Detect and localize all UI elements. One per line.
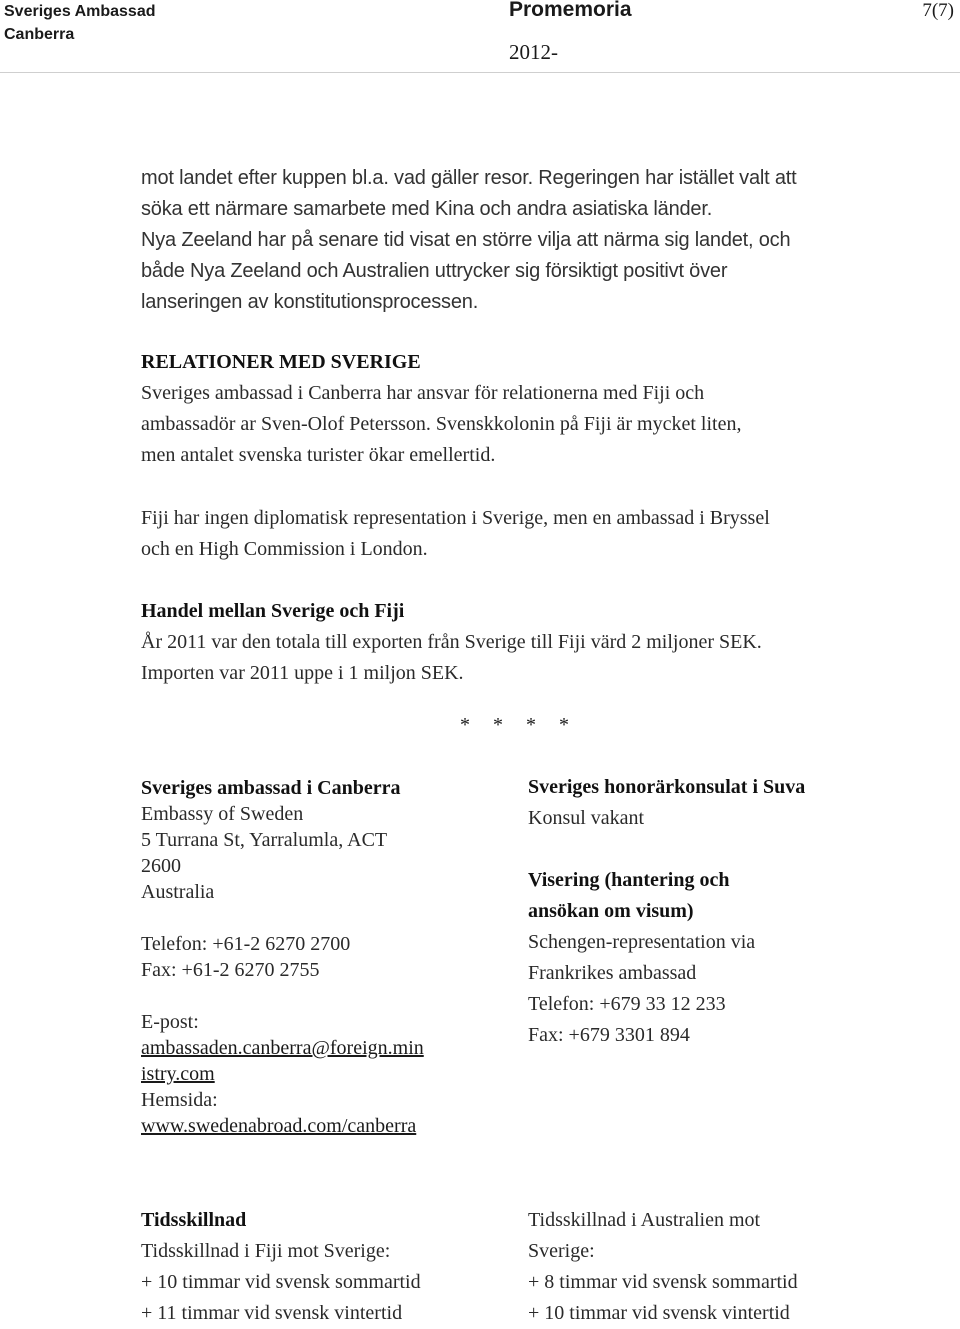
relations-line: Sveriges ambassad i Canberra har ansvar för relationerna med Fiji och [141, 382, 705, 404]
consulate-fax: Fax: +679 3301 894 [528, 1024, 690, 1046]
trade-line: Importen var 2011 uppe i 1 miljon SEK. [141, 662, 464, 684]
trade-heading: Handel mellan Sverige och Fiji [141, 600, 405, 622]
spacer [141, 983, 481, 1009]
header-divider [0, 72, 960, 73]
relations-heading: RELATIONER MED SVERIGE [141, 351, 421, 373]
email-link[interactable] [141, 1035, 481, 1087]
embassy-fax: Fax: +61-2 6270 2755 [141, 959, 320, 981]
intro-line: mot landet efter kuppen bl.a. vad gäller resor. Regeringen har istället valt att [141, 167, 797, 189]
intro-line: lanseringen av konstitutionsprocessen. [141, 291, 479, 313]
intro-line: söka ett närmare samarbete med Kina och andra asiatiska länder. [141, 198, 713, 220]
trade-section [141, 596, 841, 689]
org-name: Sveriges Ambassad [4, 3, 156, 20]
embassy-contact [141, 775, 481, 1139]
embassy-heading: Sveriges ambassad i Canberra [141, 777, 401, 799]
org-city: Canberra [4, 26, 75, 43]
page-number: 7(7) [922, 0, 954, 21]
section-separator: * * * * [460, 714, 578, 736]
consulate-status: Konsul vakant [528, 807, 645, 829]
timediff-line: Sverige: [528, 1240, 595, 1262]
email-link-part2[interactable]: istry.com [141, 1063, 215, 1085]
consulate-contact [528, 772, 928, 1051]
timediff-line: + 10 timmar vid svensk sommartid [141, 1271, 421, 1293]
timediff-australia [528, 1205, 928, 1329]
timediff-line: + 8 timmar vid svensk sommartid [528, 1271, 798, 1293]
embassy-phone: Telefon: +61-2 6270 2700 [141, 933, 351, 955]
header-organization [4, 0, 155, 46]
visa-heading: Visering (hantering och [528, 869, 730, 891]
website-link[interactable]: www.swedenabroad.com/canberra [141, 1115, 417, 1137]
consulate-phone: Telefon: +679 33 12 233 [528, 993, 726, 1015]
timediff-heading: Tidsskillnad [141, 1209, 247, 1231]
representation-line: och en High Commission i London. [141, 538, 428, 560]
representation-line: Fiji har ingen diplomatisk representation i Sverige, men en ambassad i Bryssel [141, 507, 770, 529]
timediff-line: Tidsskillnad i Australien mot [528, 1209, 761, 1231]
trade-line: År 2011 var den totala till exporten från Sverige till Fiji värd 2 miljoner SEK. [141, 631, 762, 653]
relations-line: men antalet svenska turister ökar emellertid. [141, 444, 496, 466]
timediff-fiji [141, 1205, 511, 1329]
timediff-line: Tidsskillnad i Fiji mot Sverige: [141, 1240, 391, 1262]
intro-line: både Nya Zeeland och Australien uttrycker sig försiktigt positivt över [141, 260, 728, 282]
visa-heading-cont: ansökan om visum) [528, 900, 694, 922]
visa-line: Schengen-representation via [528, 931, 756, 953]
embassy-name: Embassy of Sweden [141, 803, 304, 825]
spacer [528, 834, 928, 865]
email-label: E-post: [141, 1011, 199, 1033]
representation-paragraph [141, 503, 841, 565]
document-date: 2012- [509, 40, 558, 64]
web-label: Hemsida: [141, 1089, 218, 1111]
relations-section [141, 347, 841, 471]
document-title: Promemoria [509, 0, 632, 21]
timediff-line: + 10 timmar vid svensk vintertid [528, 1302, 790, 1324]
intro-paragraph [141, 163, 841, 318]
intro-line: Nya Zeeland har på senare tid visat en större vilja att närma sig landet, och [141, 229, 791, 251]
consulate-heading: Sveriges honorärkonsulat i Suva [528, 776, 806, 798]
embassy-street: 5 Turrana St, Yarralumla, ACT [141, 829, 388, 851]
embassy-country: Australia [141, 881, 215, 903]
email-link-part1[interactable]: ambassaden.canberra@foreign.min [141, 1037, 424, 1059]
spacer [141, 905, 481, 931]
timediff-line: + 11 timmar vid svensk vintertid [141, 1302, 403, 1324]
embassy-postcode: 2600 [141, 855, 181, 877]
visa-line: Frankrikes ambassad [528, 962, 697, 984]
relations-line: ambassadör ar Sven-Olof Petersson. Svenskkolonin på Fiji är mycket liten, [141, 413, 742, 435]
